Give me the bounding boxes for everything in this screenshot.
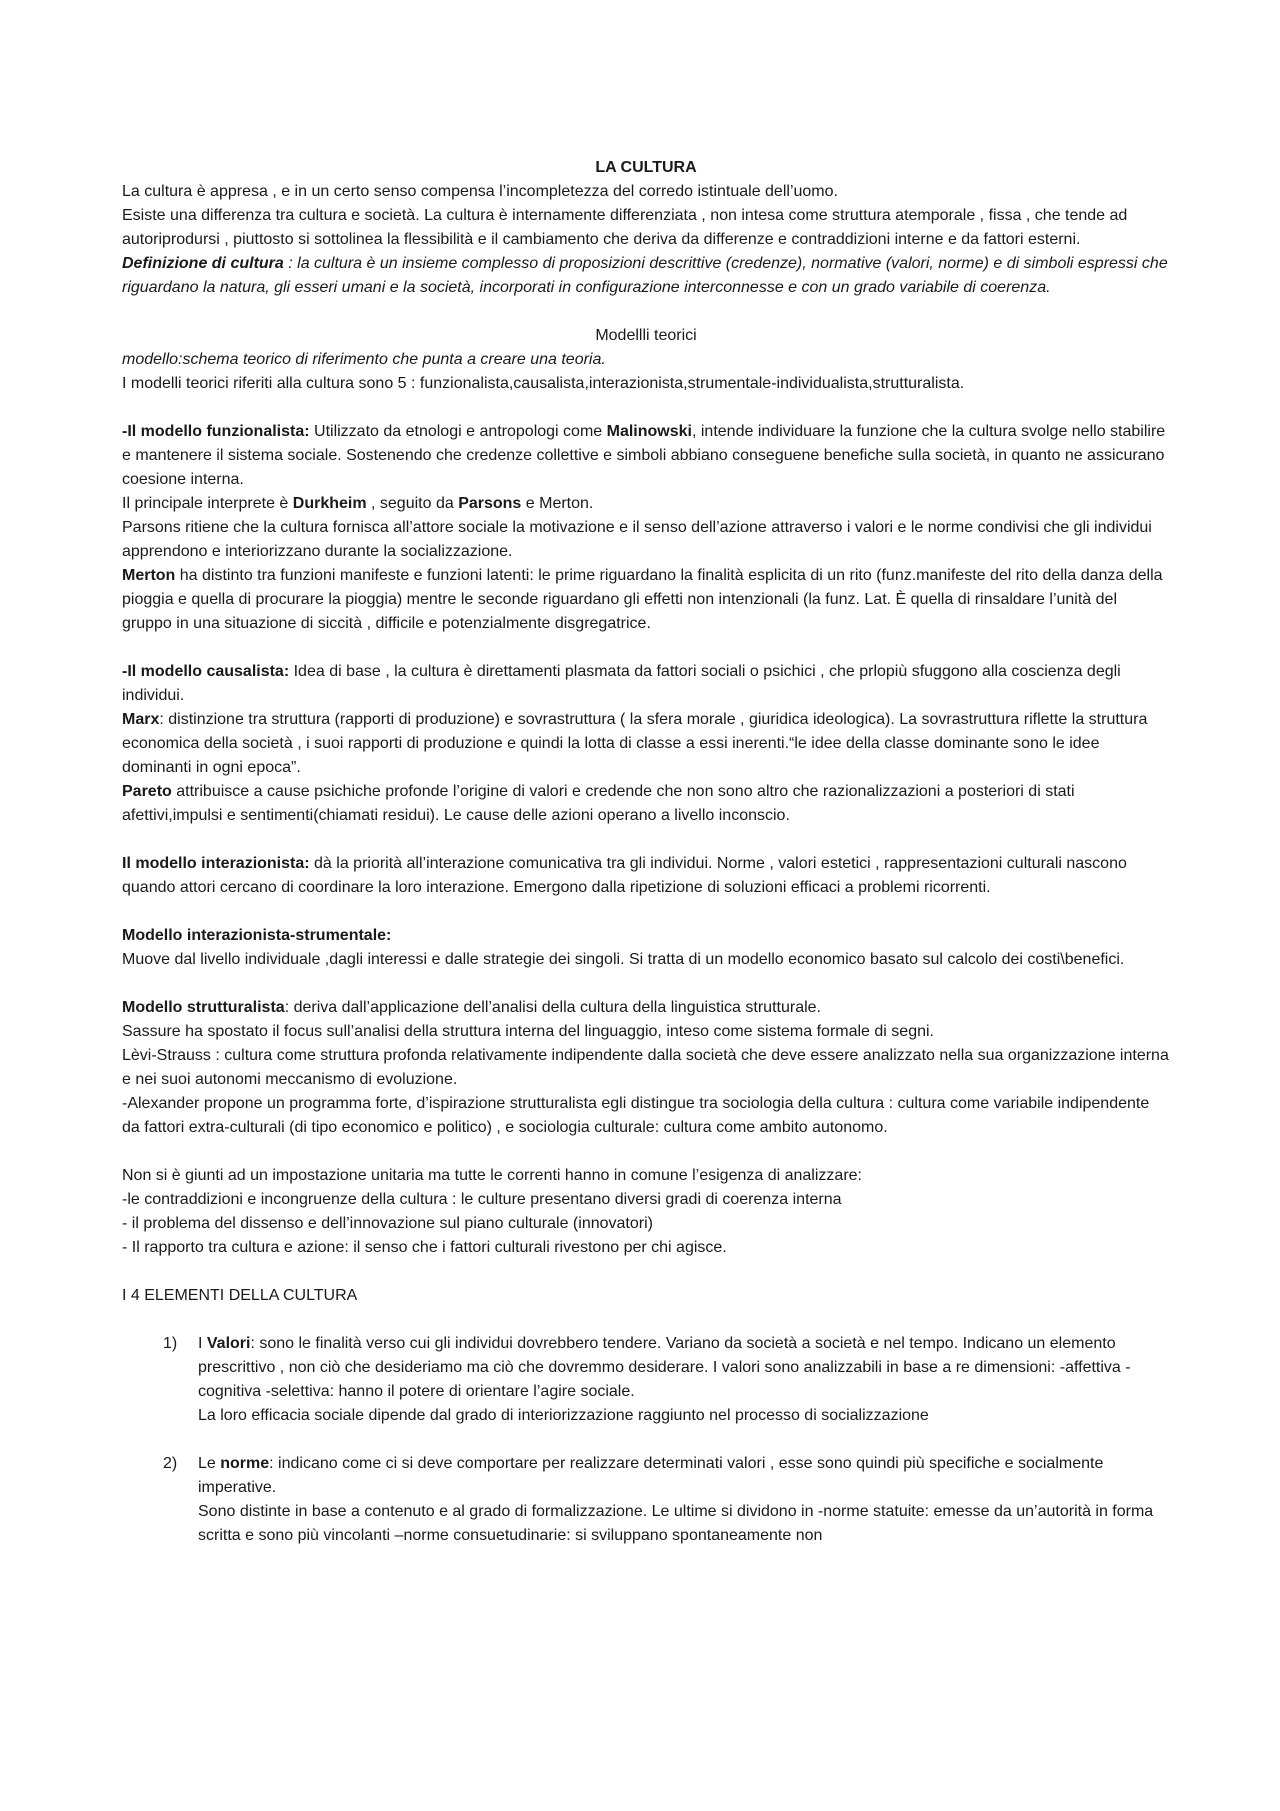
- paragraph: Il modello interazionista: dà la priorità all’interazione comunicativa tra gli individui. Norme , valori estetici , rappresentazioni culturali nascono quando attori cercano di coordinare la loro interazione. Emergono dalla ripetizione di soluzioni efficaci a problemi ricorrenti.: [122, 855, 1127, 896]
- list-item: 2) Le norme: indicano come ci si deve comportare per realizzare determinati valori , esse sono quindi più specifiche e socialmente imperative. Sono distinte in base a contenuto e al grado di formalizzazione. Le ultime si dividono in -norme statuite: emesse da un’autorità in forma scritta e sono più vincolanti –norme consuetudinarie: si sviluppano spontaneamente non: [122, 1452, 1170, 1548]
- paragraph: Modello strutturalista: deriva dall’applicazione dell’analisi della cultura della linguistica strutturale.: [122, 999, 821, 1016]
- paragraph: Non si è giunti ad un impostazione unitaria ma tutte le correnti hanno in comune l’esigenza di analizzare:: [122, 1167, 862, 1184]
- list-number: 1): [163, 1335, 178, 1352]
- paragraph: Sassure ha spostato il focus sull’analisi della struttura interna del linguaggio, inteso come sistema formale di segni.: [122, 1023, 934, 1040]
- paragraph: modello:schema teorico di riferimento che punta a creare una teoria.: [122, 351, 606, 368]
- paragraph: - il problema del dissenso e dell’innovazione sul piano culturale (innovatori): [122, 1215, 653, 1232]
- paragraph: Parsons ritiene che la cultura fornisca all’attore sociale la motivazione e il senso dell’azione attraverso i valori e le norme condivisi che gli individui apprendono e interiorizzano durante la socializzazione.: [122, 519, 1152, 560]
- section-label: Modello interazionista-strumentale:: [122, 927, 392, 944]
- paragraph: [122, 924, 1170, 948]
- paragraph: -Alexander propone un programma forte, d’ispirazione strutturalista egli distingue tra sociologia della cultura : cultura come variabile indipendente da fattori extra-culturali (di tipo economico e politico) , e sociologia culturale: cultura come ambito autonomo.: [122, 1095, 1150, 1136]
- section-label: -Il modello funzionalista:: [122, 423, 310, 440]
- paragraph: Lèvi-Strauss : cultura come struttura profonda relativamente indipendente dalla società che deve essere analizzato nella sua organizzazione interna e nei suoi autonomi meccanismo di evoluzione.: [122, 1047, 1169, 1088]
- paragraph: -le contraddizioni e incongruenze della cultura : le culture presentano diversi gradi di coerenza interna: [122, 1191, 842, 1208]
- elements-list: [122, 1332, 1170, 1548]
- paragraph: Il principale interprete è Durkheim , seguito da Parsons e Merton.: [122, 495, 594, 512]
- paragraph: Merton ha distinto tra funzioni manifeste e funzioni latenti: le prime riguardano la finalità esplicita di un rito (funz.manifeste del rito della danza della pioggia e quella di procurare la pioggia) mentre le seconde riguardano gli effetti non intenzionali (la funz. Lat. È quella di rinsaldare l’unità del gruppo in una situazione di siccità , difficile e potenzialmente disgregatrice.: [122, 567, 1163, 632]
- paragraph: Muove dal livello individuale ,dagli interessi e dalle strategie dei singoli. Si tratta di un modello economico basato sul calcolo dei costi\benefici.: [122, 951, 1125, 968]
- list-number: 2): [163, 1455, 178, 1472]
- section-label: Modello strutturalista: [122, 999, 285, 1016]
- paragraph: -Il modello causalista: Idea di base , la cultura è direttamenti plasmata da fattori sociali o psichici , che prlopiù sfuggono alla coscienza degli individui.: [122, 663, 1121, 704]
- definition-paragraph: Definizione di cultura : la cultura è un insieme complesso di proposizioni descrittive (credenze), normative (valori, norme) e di simboli espressi che riguardano la natura, gli esseri umani e la società, incorporati in configurazione interconnesse e con un grado variabile di coerenza.: [122, 255, 1168, 296]
- paragraph: Esiste una differenza tra cultura e società. La cultura è internamente differenziata , non intesa come struttura atemporale , fissa , che tende ad autoriprodursi , piuttosto si sottolinea la flessibilità e il cambiamento che deriva da differenze e contraddizioni interne e da fattori esterni.: [122, 207, 1128, 248]
- paragraph: I modelli teorici riferiti alla cultura sono 5 : funzionalista,causalista,interazionista,strumentale-individualista,strutturalista.: [122, 375, 965, 392]
- section-label: Il modello interazionista:: [122, 855, 310, 872]
- section-label: -Il modello causalista:: [122, 663, 290, 680]
- definition-label: Definizione di cultura: [122, 255, 284, 272]
- list-item: 1) I Valori: sono le finalità verso cui gli individui dovrebbero tendere. Variano da società a società e nel tempo. Indicano un elemento prescrittivo , non ciò che desideriamo ma ciò che dovremmo desiderare. I valori sono analizzabili in base a re dimensioni: -affettiva -cognitiva -selettiva: hanno il potere di orientare l’agire sociale. La loro efficacia sociale dipende dal grado di interiorizzazione raggiunto nel processo di socializzazione: [122, 1332, 1170, 1428]
- paragraph: La cultura è appresa , e in un certo senso compensa l’incompletezza del corredo istintuale dell’uomo.: [122, 183, 838, 200]
- paragraph: - Il rapporto tra cultura e azione: il senso che i fattori culturali rivestono per chi agisce.: [122, 1239, 727, 1256]
- paragraph: -Il modello funzionalista: Utilizzato da etnologi e antropologi come Malinowski, intende individuare la funzione che la cultura svolge nello stabilire e mantenere il sistema sociale. Sostenendo che credenze collettive e simboli abbiano conseguene benefiche sulla società, in quanto ne assicurano coesione interna.: [122, 423, 1166, 488]
- section-heading: Modellli teorici: [595, 327, 697, 344]
- section-heading: I 4 ELEMENTI DELLA CULTURA: [122, 1287, 358, 1304]
- paragraph: Marx: distinzione tra struttura (rapporti di produzione) e sovrastruttura ( la sfera morale , giuridica ideologica). La sovrastruttura riflette la struttura economica della società , i suoi rapporti di produzione e quindi la lotta di classe a essi inerenti.“le idee della classe dominante sono le idee dominanti in ogni epoca”.: [122, 711, 1148, 776]
- paragraph: Pareto attribuisce a cause psichiche profonde l’origine di valori e credende che non sono altro che razionalizzazioni a posteriori di stati afettivi,impulsi e sentimenti(chiamati residui). Le cause delle azioni operano a livello inconscio.: [122, 783, 1075, 824]
- document-title: LA CULTURA: [595, 159, 697, 176]
